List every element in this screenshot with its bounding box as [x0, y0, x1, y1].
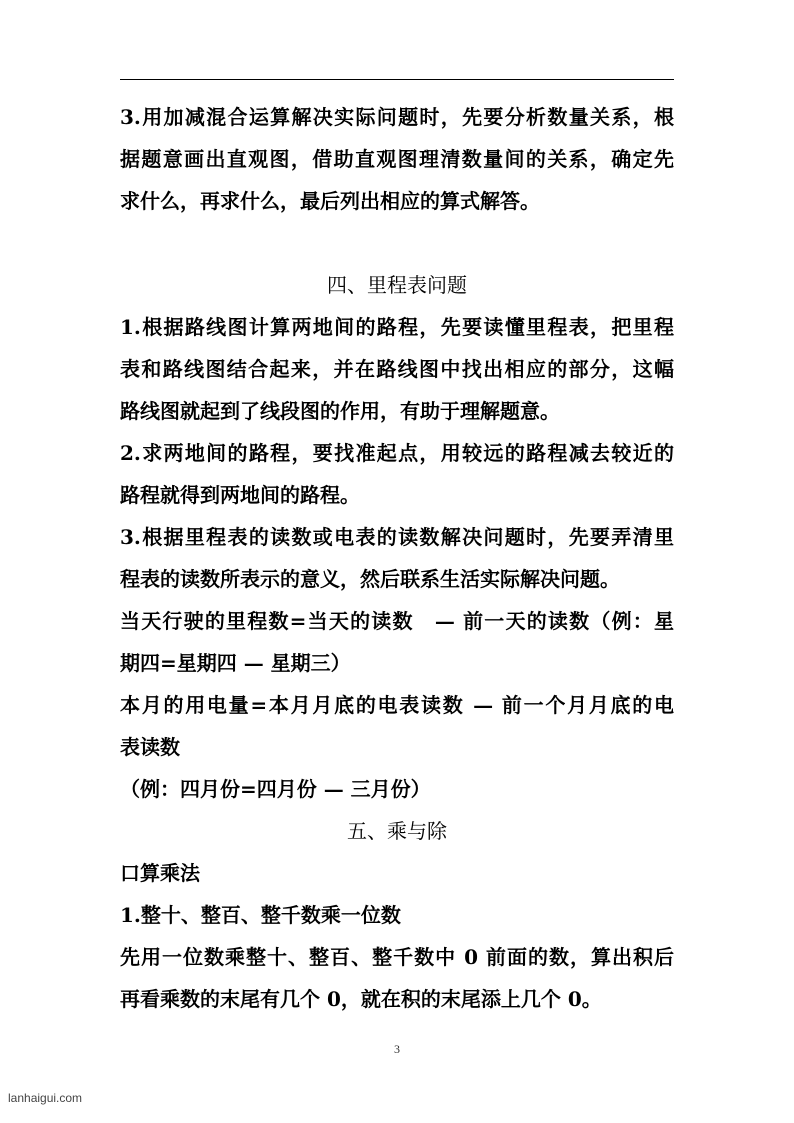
formula-line: 当天行驶的里程数=当天的读数 — 前一天的读数（例：星 [120, 609, 674, 633]
formula-example: （例：四月份=四月份 — 三月份） [120, 777, 431, 801]
paragraph-line: 路程就得到两地间的路程。 [120, 483, 360, 507]
paragraph-line: 3.根据里程表的读数或电表的读数解决问题时，先要弄清里 [120, 525, 674, 549]
formula-line: 表读数 [120, 735, 180, 759]
page-content [120, 96, 674, 1020]
paragraph-line: 据题意画出直观图，借助直观图理清数量间的关系，确定先 [120, 147, 674, 171]
paragraph-line: 求什么，再求什么，最后列出相应的算式解答。 [120, 189, 540, 213]
subsection-title: 口算乘法 [120, 861, 200, 885]
header-rule [120, 79, 674, 80]
paragraph-line: 表和路线图结合起来，并在路线图中找出相应的部分，这幅 [120, 357, 674, 381]
paragraph-line: 先用一位数乘整十、整百、整千数中 0 前面的数，算出积后 [120, 945, 674, 969]
paragraph-line: 3.用加减混合运算解决实际问题时，先要分析数量关系，根 [120, 105, 674, 129]
section-title: 四、里程表问题 [327, 273, 467, 297]
section-title: 五、乘与除 [347, 819, 447, 843]
spacer [120, 222, 674, 264]
paragraph-line: 2.求两地间的路程，要找准起点，用较远的路程减去较近的 [120, 441, 674, 465]
formula-line: 期四=星期四 — 星期三） [120, 651, 351, 675]
paragraph-line: 路线图就起到了线段图的作用，有助于理解题意。 [120, 399, 560, 423]
paragraph-line: 再看乘数的末尾有几个 0，就在积的末尾添上几个 0。 [120, 987, 602, 1011]
page-number: 3 [394, 1042, 400, 1056]
item-title: 1.整十、整百、整千数乘一位数 [120, 903, 401, 927]
paragraph-line: 程表的读数所表示的意义，然后联系生活实际解决问题。 [120, 567, 620, 591]
paragraph-line: 1.根据路线图计算两地间的路程，先要读懂里程表，把里程 [120, 315, 674, 339]
watermark: lanhaigui.com [8, 1091, 83, 1105]
formula-line: 本月的用电量=本月月底的电表读数 — 前一个月月底的电 [120, 693, 674, 717]
